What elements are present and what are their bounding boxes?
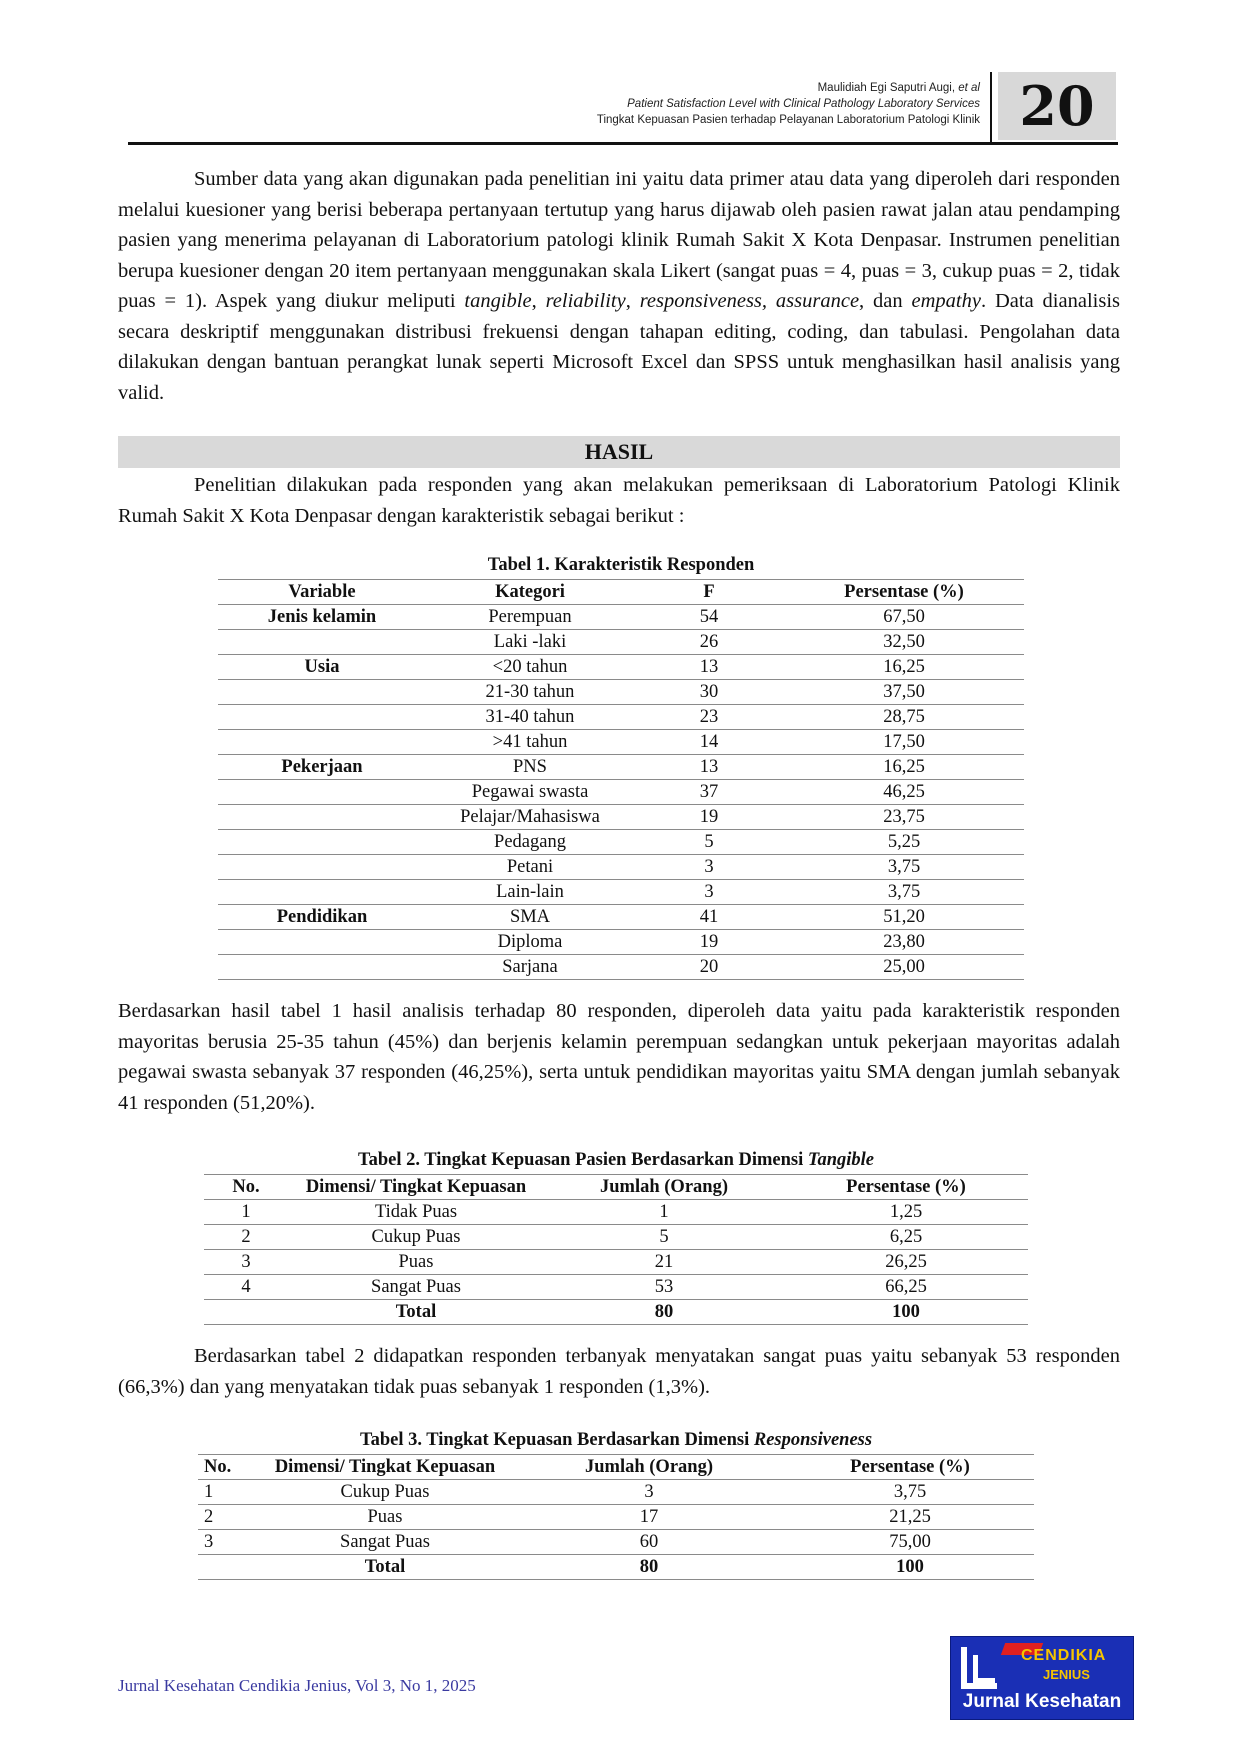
table1-header-cell: Persentase (%) <box>784 580 1024 605</box>
table3-header-cell: Persentase (%) <box>786 1455 1034 1480</box>
table-cell <box>218 780 426 805</box>
table-row <box>218 705 1024 730</box>
table-total-row <box>198 1555 1034 1580</box>
table-cell: 3 <box>634 855 784 880</box>
table-total-cell: Total <box>258 1555 512 1580</box>
table1-header-row <box>218 580 1024 605</box>
table-cell: 2 <box>198 1505 258 1530</box>
term-tangible: tangible <box>464 290 532 312</box>
table-total-cell <box>198 1555 258 1580</box>
table-cell: 1 <box>204 1200 288 1225</box>
table-cell <box>218 930 426 955</box>
table-cell: Tidak Puas <box>288 1200 544 1225</box>
table-cell: 17 <box>512 1505 786 1530</box>
header-rule <box>128 142 1118 145</box>
table-total-cell: 80 <box>544 1300 784 1325</box>
table-cell: 37 <box>634 780 784 805</box>
table-cell: Perempuan <box>426 605 634 630</box>
table-total-cell: 100 <box>784 1300 1028 1325</box>
table-row <box>198 1530 1034 1555</box>
table1-header-cell: Kategori <box>426 580 634 605</box>
logo-text-jurnal-kesehatan: Jurnal Kesehatan <box>962 1691 1122 1712</box>
table-cell: 1 <box>198 1480 258 1505</box>
table-row <box>218 630 1024 655</box>
table2-header-cell: Persentase (%) <box>784 1175 1028 1200</box>
table3-header-row <box>198 1455 1034 1480</box>
table-row <box>204 1200 1028 1225</box>
table-cell: 5,25 <box>784 830 1024 855</box>
table-cell: 14 <box>634 730 784 755</box>
table-cell <box>218 680 426 705</box>
page-number: 20 <box>998 72 1116 140</box>
table-cell: 16,25 <box>784 655 1024 680</box>
table-cell: Pelajar/Mahasiswa <box>426 805 634 830</box>
table-cell: 4 <box>204 1275 288 1300</box>
header-divider <box>990 72 992 142</box>
section-title-hasil: HASIL <box>118 436 1120 468</box>
table-cell: SMA <box>426 905 634 930</box>
table-cell: 13 <box>634 655 784 680</box>
table2-caption: Tabel 2. Tingkat Kepuasan Pasien Berdasarkan Dimensi Tangible <box>357 1150 875 1170</box>
table-row <box>218 730 1024 755</box>
table-cell: 5 <box>634 830 784 855</box>
table-cell <box>218 805 426 830</box>
table-cell: 3 <box>634 880 784 905</box>
table-row <box>218 805 1024 830</box>
table-cell: 6,25 <box>784 1225 1028 1250</box>
table2-header-cell: No. <box>204 1175 288 1200</box>
table-cell: Sangat Puas <box>288 1275 544 1300</box>
table3-header-cell: No. <box>198 1455 258 1480</box>
table-total-cell: Total <box>288 1300 544 1325</box>
table-cell: 17,50 <box>784 730 1024 755</box>
table-cell: 53 <box>544 1275 784 1300</box>
table-cell: 23 <box>634 705 784 730</box>
hasil-intro-paragraph: Penelitian dilakukan pada responden yang akan melakukan pemeriksaan di Laboratorium Patologi Klinik Rumah Sakit X Kota Denpasar dengan karakteristik sebagai berikut : <box>118 474 1120 527</box>
table-cell: 3 <box>198 1530 258 1555</box>
table3-caption: Tabel 3. Tingkat Kepuasan Berdasarkan Dimensi Responsiveness <box>359 1430 873 1450</box>
table-row <box>198 1480 1034 1505</box>
table-cell: Sarjana <box>426 955 634 980</box>
table-cell: 60 <box>512 1530 786 1555</box>
table-cell: 41 <box>634 905 784 930</box>
table-cell: <20 tahun <box>426 655 634 680</box>
table-cell: Pekerjaan <box>218 755 426 780</box>
table-cell: 21,25 <box>786 1505 1034 1530</box>
header-title-en: Patient Satisfaction Level with Clinical Pathology Laboratory Services <box>627 98 980 110</box>
table-cell: 46,25 <box>784 780 1024 805</box>
logo-text-jenius: JENIUS <box>1043 1667 1090 1682</box>
table-cell: Sangat Puas <box>258 1530 512 1555</box>
table-cell: 21-30 tahun <box>426 680 634 705</box>
table-cell: Pedagang <box>426 830 634 855</box>
table-cell: 2 <box>204 1225 288 1250</box>
table-cell: Jenis kelamin <box>218 605 426 630</box>
table2-header-cell: Jumlah (Orang) <box>544 1175 784 1200</box>
table-cell: 25,00 <box>784 955 1024 980</box>
table-cell: 26 <box>634 630 784 655</box>
table2-header-cell: Dimensi/ Tingkat Kepuasan <box>288 1175 544 1200</box>
table-cell: 1,25 <box>784 1200 1028 1225</box>
table2 <box>204 1174 1028 1325</box>
table-row <box>204 1250 1028 1275</box>
table-cell <box>218 730 426 755</box>
table1 <box>218 579 1024 980</box>
journal-footer: Jurnal Kesehatan Cendikia Jenius, Vol 3, No 1, 2025 <box>118 1676 476 1695</box>
table2-header-row <box>204 1175 1028 1200</box>
table-row <box>218 680 1024 705</box>
table-cell: 1 <box>544 1200 784 1225</box>
table3-header-cell: Dimensi/ Tingkat Kepuasan <box>258 1455 512 1480</box>
table-row <box>218 830 1024 855</box>
table-cell: Pegawai swasta <box>426 780 634 805</box>
term-empathy: empathy <box>911 290 981 312</box>
table-cell: Usia <box>218 655 426 680</box>
table-row <box>218 605 1024 630</box>
table-cell: Diploma <box>426 930 634 955</box>
table-cell: Laki -laki <box>426 630 634 655</box>
table-row <box>218 855 1024 880</box>
logo-book-inner-icon <box>973 1655 995 1683</box>
table-row <box>218 780 1024 805</box>
table-cell: 28,75 <box>784 705 1024 730</box>
table-total-cell <box>204 1300 288 1325</box>
header-et-al: et al <box>958 82 980 94</box>
table-cell: Puas <box>288 1250 544 1275</box>
table-row <box>204 1225 1028 1250</box>
table3-header-cell: Jumlah (Orang) <box>512 1455 786 1480</box>
table1-caption: Tabel 1. Karakteristik Responden <box>487 555 755 575</box>
table-row <box>218 930 1024 955</box>
table3 <box>198 1454 1034 1580</box>
table-cell: Pendidikan <box>218 905 426 930</box>
header-authors: Maulidiah Egi Saputri Augi, et al <box>817 82 980 94</box>
table-cell: 66,25 <box>784 1275 1028 1300</box>
table-cell: 54 <box>634 605 784 630</box>
table-cell <box>218 880 426 905</box>
table-total-cell: 80 <box>512 1555 786 1580</box>
table-cell: Petani <box>426 855 634 880</box>
table-cell: 19 <box>634 805 784 830</box>
table-row <box>218 880 1024 905</box>
table-cell: Cukup Puas <box>258 1480 512 1505</box>
table-cell: 37,50 <box>784 680 1024 705</box>
table-row <box>198 1505 1034 1530</box>
table-cell: 3,75 <box>784 855 1024 880</box>
table-cell: 5 <box>544 1225 784 1250</box>
running-header <box>597 80 980 128</box>
table-cell: 51,20 <box>784 905 1024 930</box>
table-cell: 26,25 <box>784 1250 1028 1275</box>
table-row <box>218 905 1024 930</box>
table-row <box>218 655 1024 680</box>
table-cell: 32,50 <box>784 630 1024 655</box>
table-cell: 3 <box>512 1480 786 1505</box>
table-row <box>204 1275 1028 1300</box>
table-cell: PNS <box>426 755 634 780</box>
table-cell <box>218 830 426 855</box>
methods-paragraph: Sumber data yang akan digunakan pada penelitian ini yaitu data primer atau data yang diperoleh dari responden melalui kuesioner yang berisi beberapa pertanyaan tertutup yang harus dijawab oleh pasien rawat jalan atau pendamping pasien yang menerima pelayanan di Laboratorium patologi klinik Rumah Sakit X Kota Denpasar. Instrumen penelitian berupa kuesioner dengan 20 item pertanyaan menggunakan skala Likert (sangat puas = 4, puas = 3, cukup puas = 2, tidak puas = 1). Aspek yang diukur meliputi tangible, reliability, responsiveness, assurance, dan empathy. Data dianalisis secara deskriptif menggunakan distribusi frekuensi dengan tahapan editing, coding, dan tabulasi. Pengolahan data dilakukan dengan bantuan perangkat lunak seperti Microsoft Excel dan SPSS untuk menghasilkan hasil analisis yang valid. <box>118 168 1120 404</box>
table-cell <box>218 705 426 730</box>
table-cell: 20 <box>634 955 784 980</box>
table-row <box>218 755 1024 780</box>
header-title-id: Tingkat Kepuasan Pasien terhadap Pelayanan Laboratorium Patologi Klinik <box>596 114 980 126</box>
table-cell: 23,75 <box>784 805 1024 830</box>
table-cell: 13 <box>634 755 784 780</box>
table-cell <box>218 630 426 655</box>
table-cell: Cukup Puas <box>288 1225 544 1250</box>
table-cell: 31-40 tahun <box>426 705 634 730</box>
table-cell: Lain-lain <box>426 880 634 905</box>
table-cell: 23,80 <box>784 930 1024 955</box>
term-responsiveness-assurance: responsiveness, assurance <box>639 290 860 312</box>
table-total-row <box>204 1300 1028 1325</box>
table1-header-cell: F <box>634 580 784 605</box>
table-row <box>218 955 1024 980</box>
table-cell: 3,75 <box>784 880 1024 905</box>
table-cell: 75,00 <box>786 1530 1034 1555</box>
logo-text-cendikia: CENDIKIA <box>1021 1647 1107 1664</box>
paragraph-after-table1: Berdasarkan hasil tabel 1 hasil analisis terhadap 80 responden, diperoleh data yaitu pada karakteristik responden mayoritas berusia 25-35 tahun (45%) dan berjenis kelamin perempuan sedangkan untuk pekerjaan mayoritas adalah pegawai swasta sebanyak 37 responden (46,25%), serta untuk pendidikan mayoritas yaitu SMA dengan jumlah sebanyak 41 responden (51,20%). <box>118 1000 1120 1114</box>
table-cell <box>218 855 426 880</box>
table-cell: >41 tahun <box>426 730 634 755</box>
table-cell <box>218 955 426 980</box>
table-cell: 67,50 <box>784 605 1024 630</box>
table-cell: 21 <box>544 1250 784 1275</box>
table1-header-cell: Variable <box>218 580 426 605</box>
paragraph-after-table2: Berdasarkan tabel 2 didapatkan responden terbanyak menyatakan sangat puas yaitu sebanyak 53 responden (66,3%) dan yang menyatakan tidak puas sebanyak 1 responden (1,3%). <box>118 1345 1120 1398</box>
table-cell: 16,25 <box>784 755 1024 780</box>
table-cell: 30 <box>634 680 784 705</box>
table-total-cell: 100 <box>786 1555 1034 1580</box>
journal-logo <box>950 1636 1134 1720</box>
table-cell: Puas <box>258 1505 512 1530</box>
term-reliability: reliability <box>545 290 626 312</box>
table-cell: 3 <box>204 1250 288 1275</box>
table-cell: 3,75 <box>786 1480 1034 1505</box>
table-cell: 19 <box>634 930 784 955</box>
